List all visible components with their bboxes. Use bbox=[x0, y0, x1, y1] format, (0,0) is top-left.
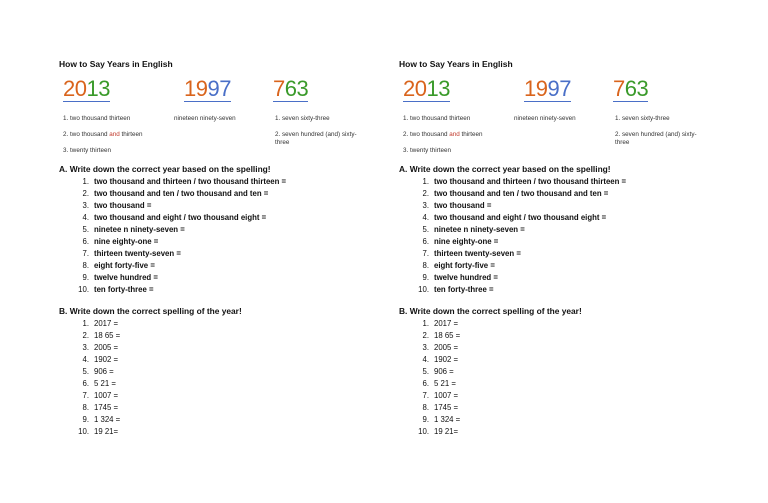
item-number: 2. bbox=[82, 189, 89, 198]
list-item bbox=[73, 188, 286, 200]
item-text: thirteen twenty-seven = bbox=[434, 249, 521, 258]
item-number: 5. bbox=[82, 225, 89, 234]
item-number: 6. bbox=[82, 379, 89, 388]
list-item bbox=[413, 414, 460, 426]
years-illustration bbox=[59, 72, 359, 164]
section-a-heading: A. Write down the correct year based on the spelling! bbox=[399, 164, 611, 174]
list-item bbox=[73, 342, 120, 354]
item-number: 1. bbox=[422, 319, 429, 328]
item-number: 3. bbox=[82, 201, 89, 210]
item-text: twelve hundred = bbox=[434, 273, 498, 282]
section-a-heading: A. Write down the correct year based on the spelling! bbox=[59, 164, 271, 174]
year-1997-first-half: 19 bbox=[524, 76, 548, 101]
item-text: 906 = bbox=[434, 367, 454, 376]
item-text: 2005 = bbox=[434, 343, 459, 352]
item-text: ninetee n ninety-seven = bbox=[94, 225, 185, 234]
year-1997-first-half: 19 bbox=[184, 76, 208, 101]
list-item bbox=[413, 354, 460, 366]
item-text: two thousand and eight / two thousand eight = bbox=[94, 213, 267, 222]
list-item bbox=[413, 378, 460, 390]
item-text: 5 21 = bbox=[434, 379, 456, 388]
item-number: 5. bbox=[422, 225, 429, 234]
year-1997 bbox=[524, 77, 571, 102]
item-number: 7. bbox=[82, 249, 89, 258]
list-item bbox=[73, 248, 286, 260]
item-number: 6. bbox=[422, 237, 429, 246]
worksheet-title: How to Say Years in English bbox=[59, 59, 173, 69]
item-number: 8. bbox=[422, 403, 429, 412]
reading-763-2: 2. seven hundred (and) sixty-three bbox=[275, 131, 357, 146]
list-item bbox=[413, 224, 626, 236]
item-number: 2. bbox=[422, 189, 429, 198]
list-item bbox=[413, 426, 460, 438]
item-text: 1745 = bbox=[434, 403, 459, 412]
item-text: 19 21= bbox=[434, 427, 459, 436]
section-a-list bbox=[73, 176, 286, 296]
item-text: two thousand and eight / two thousand eight = bbox=[434, 213, 607, 222]
item-number: 8. bbox=[422, 261, 429, 270]
list-item bbox=[73, 414, 120, 426]
item-text: two thousand = bbox=[434, 201, 492, 210]
list-item bbox=[73, 330, 120, 342]
item-text: ninetee n ninety-seven = bbox=[434, 225, 525, 234]
worksheet-copy-right bbox=[399, 0, 729, 503]
reading-2013-2: 2. two thousand and thirteen bbox=[63, 131, 143, 138]
worksheet-copy-left bbox=[59, 0, 389, 503]
item-number: 4. bbox=[82, 355, 89, 364]
list-item bbox=[413, 284, 626, 296]
item-text: two thousand and thirteen / two thousand thirteen = bbox=[94, 177, 287, 186]
section-b-heading: B. Write down the correct spelling of the year! bbox=[59, 306, 242, 316]
item-text: 2005 = bbox=[94, 343, 119, 352]
item-text: eight forty-five = bbox=[94, 261, 155, 270]
item-number: 9. bbox=[422, 273, 429, 282]
list-item bbox=[73, 354, 120, 366]
item-number: 4. bbox=[82, 213, 89, 222]
item-number: 4. bbox=[422, 355, 429, 364]
list-item bbox=[73, 426, 120, 438]
item-number: 1. bbox=[422, 177, 429, 186]
list-item bbox=[413, 318, 460, 330]
reading-763-2: 2. seven hundred (and) sixty-three bbox=[615, 131, 697, 146]
item-number: 10. bbox=[78, 285, 89, 294]
item-text: eight forty-five = bbox=[434, 261, 495, 270]
list-item bbox=[73, 402, 120, 414]
item-number: 8. bbox=[82, 403, 89, 412]
item-number: 9. bbox=[82, 273, 89, 282]
item-number: 10. bbox=[418, 427, 429, 436]
item-number: 8. bbox=[82, 261, 89, 270]
year-763 bbox=[273, 77, 308, 102]
section-b-heading: B. Write down the correct spelling of the year! bbox=[399, 306, 582, 316]
item-text: two thousand and ten / two thousand and ten = bbox=[94, 189, 269, 198]
year-1997-second-half: 97 bbox=[207, 76, 231, 101]
item-text: 1902 = bbox=[434, 355, 459, 364]
item-number: 5. bbox=[82, 367, 89, 376]
year-763-second-part: 63 bbox=[624, 76, 649, 101]
list-item bbox=[73, 390, 120, 402]
reading-2013-3: 3. twenty thirteen bbox=[63, 147, 111, 154]
list-item bbox=[413, 212, 626, 224]
list-item bbox=[413, 176, 626, 188]
item-text: 1 324 = bbox=[94, 415, 121, 424]
year-763-first-part: 7 bbox=[613, 76, 625, 101]
worksheet-title: How to Say Years in English bbox=[399, 59, 513, 69]
item-number: 9. bbox=[82, 415, 89, 424]
year-763 bbox=[613, 77, 648, 102]
year-2013-second-half: 13 bbox=[86, 76, 110, 101]
item-text: two thousand and thirteen / two thousand thirteen = bbox=[434, 177, 627, 186]
list-item bbox=[413, 248, 626, 260]
item-text: ten forty-three = bbox=[434, 285, 494, 294]
year-2013-first-half: 20 bbox=[63, 76, 87, 101]
reading-2013-1: 1. two thousand thirteen bbox=[63, 115, 131, 122]
year-1997 bbox=[184, 77, 231, 102]
section-a-list bbox=[413, 176, 626, 296]
section-b-list bbox=[413, 318, 460, 438]
item-number: 9. bbox=[422, 415, 429, 424]
year-763-first-part: 7 bbox=[273, 76, 285, 101]
reading-2013-3: 3. twenty thirteen bbox=[403, 147, 451, 154]
list-item bbox=[413, 236, 626, 248]
list-item bbox=[413, 402, 460, 414]
item-text: ten forty-three = bbox=[94, 285, 154, 294]
list-item bbox=[413, 272, 626, 284]
list-item bbox=[413, 342, 460, 354]
item-number: 2. bbox=[82, 331, 89, 340]
item-number: 7. bbox=[422, 249, 429, 258]
list-item bbox=[73, 200, 286, 212]
years-illustration bbox=[399, 72, 699, 164]
item-text: 1007 = bbox=[434, 391, 459, 400]
reading-763-1: 1. seven sixty-three bbox=[615, 115, 670, 122]
item-text: 1902 = bbox=[94, 355, 119, 364]
item-number: 3. bbox=[82, 343, 89, 352]
item-number: 3. bbox=[422, 201, 429, 210]
item-number: 10. bbox=[78, 427, 89, 436]
list-item bbox=[73, 260, 286, 272]
item-text: 5 21 = bbox=[94, 379, 116, 388]
item-text: twelve hundred = bbox=[94, 273, 158, 282]
item-text: nine eighty-one = bbox=[434, 237, 499, 246]
reading-1997: nineteen ninety-seven bbox=[174, 115, 236, 122]
item-number: 7. bbox=[422, 391, 429, 400]
item-text: thirteen twenty-seven = bbox=[94, 249, 181, 258]
list-item bbox=[413, 330, 460, 342]
list-item bbox=[413, 366, 460, 378]
reading-763-1: 1. seven sixty-three bbox=[275, 115, 330, 122]
item-text: 1745 = bbox=[94, 403, 119, 412]
item-text: two thousand = bbox=[94, 201, 152, 210]
item-text: 19 21= bbox=[94, 427, 119, 436]
year-2013 bbox=[403, 77, 450, 102]
item-text: 2017 = bbox=[434, 319, 459, 328]
reading-2013-2: 2. two thousand and thirteen bbox=[403, 131, 483, 138]
list-item bbox=[413, 188, 626, 200]
year-2013-second-half: 13 bbox=[426, 76, 450, 101]
reading-2013-1: 1. two thousand thirteen bbox=[403, 115, 471, 122]
list-item bbox=[413, 390, 460, 402]
item-text: 1 324 = bbox=[434, 415, 461, 424]
list-item bbox=[73, 318, 120, 330]
item-text: 906 = bbox=[94, 367, 114, 376]
item-number: 3. bbox=[422, 343, 429, 352]
list-item bbox=[413, 200, 626, 212]
list-item bbox=[73, 366, 120, 378]
list-item bbox=[73, 236, 286, 248]
item-number: 10. bbox=[418, 285, 429, 294]
list-item bbox=[73, 212, 286, 224]
item-number: 1. bbox=[82, 319, 89, 328]
list-item bbox=[73, 284, 286, 296]
item-number: 4. bbox=[422, 213, 429, 222]
section-b-list bbox=[73, 318, 120, 438]
list-item bbox=[73, 224, 286, 236]
item-text: 18 65 = bbox=[94, 331, 121, 340]
list-item bbox=[73, 176, 286, 188]
item-text: 18 65 = bbox=[434, 331, 461, 340]
item-text: 2017 = bbox=[94, 319, 119, 328]
reading-1997: nineteen ninety-seven bbox=[514, 115, 576, 122]
item-number: 7. bbox=[82, 391, 89, 400]
item-text: two thousand and ten / two thousand and ten = bbox=[434, 189, 609, 198]
item-text: nine eighty-one = bbox=[94, 237, 159, 246]
item-number: 5. bbox=[422, 367, 429, 376]
item-number: 6. bbox=[422, 379, 429, 388]
item-number: 1. bbox=[82, 177, 89, 186]
item-number: 6. bbox=[82, 237, 89, 246]
list-item bbox=[413, 260, 626, 272]
item-number: 2. bbox=[422, 331, 429, 340]
list-item bbox=[73, 272, 286, 284]
item-text: 1007 = bbox=[94, 391, 119, 400]
year-763-second-part: 63 bbox=[284, 76, 309, 101]
year-2013 bbox=[63, 77, 110, 102]
list-item bbox=[73, 378, 120, 390]
year-2013-first-half: 20 bbox=[403, 76, 427, 101]
year-1997-second-half: 97 bbox=[547, 76, 571, 101]
